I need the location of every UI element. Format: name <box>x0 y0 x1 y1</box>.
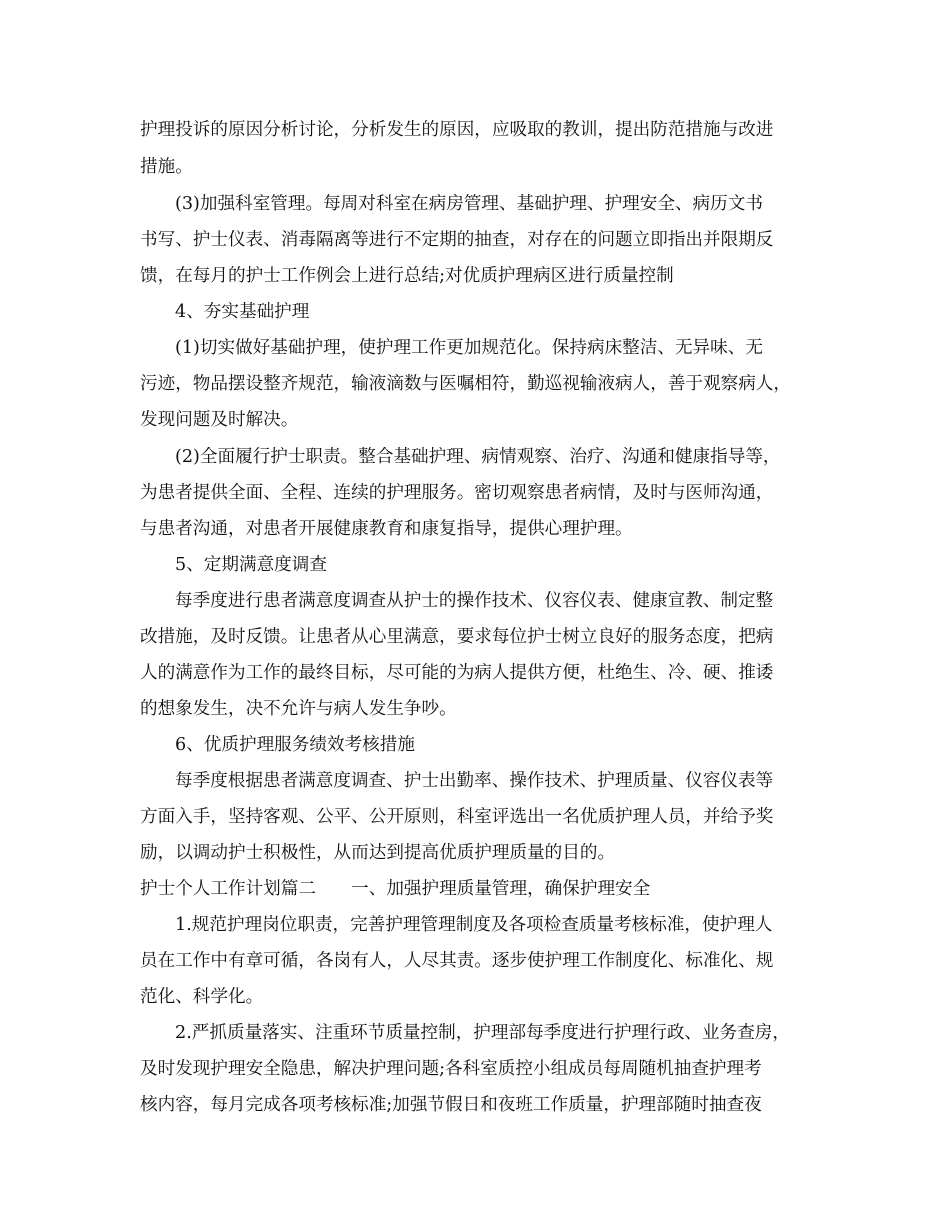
paragraph-line: 馈，在每月的护士工作例会上进行总结;对优质护理病区进行质量控制 <box>140 266 674 286</box>
section-heading: 5、定期满意度调查 <box>175 555 327 575</box>
paragraph-line: 1.规范护理岗位职责，完善护理管理制度及各项检查质量考核标准，使护理人 <box>175 915 773 935</box>
section-title: 护士个人工作计划篇二 一、加强护理质量管理，确保护理安全 <box>140 879 651 899</box>
section-heading: 6、优质护理服务绩效考核措施 <box>175 735 415 755</box>
paragraph-line: 2.严抓质量落实、注重环节质量控制，护理部每季度进行护理行政、业务查房， <box>175 1023 790 1043</box>
paragraph-line: 措施。 <box>140 157 193 177</box>
paragraph-line: 每季度根据患者满意度调查、护士出勤率、操作技术、护理质量、仪容仪表等 <box>175 771 774 791</box>
paragraph-line: 的想象发生，决不允许与病人发生争吵。 <box>140 699 457 719</box>
paragraph-line: (2)全面履行护士职责。整合基础护理、病情观察、治疗、沟通和健康指导等， <box>175 447 781 467</box>
paragraph-line: 与患者沟通，对患者开展健康教育和康复指导，提供心理护理。 <box>140 519 633 539</box>
paragraph-line: 书写、护士仪表、消毒隔离等进行不定期的抽查，对存在的问题立即指出并限期反 <box>140 230 774 250</box>
paragraph-line: 员在工作中有章可循，各岗有人，人尽其责。逐步使护理工作制度化、标准化、规 <box>140 951 774 971</box>
paragraph-line: (3)加强科室管理。每周对科室在病房管理、基础护理、护理安全、病历文书 <box>175 194 763 214</box>
section-heading: 4、夯实基础护理 <box>175 302 310 322</box>
paragraph-line: (1)切实做好基础护理，使护理工作更加规范化。保持病床整洁、无异味、无 <box>175 338 763 358</box>
paragraph-line: 每季度进行患者满意度调查从护士的操作技术、仪容仪表、健康宣教、制定整 <box>175 591 774 611</box>
paragraph-line: 范化、科学化。 <box>140 987 264 1007</box>
paragraph-line: 污迹，物品摆设整齐规范，输液滴数与医嘱相符，勤巡视输液病人，善于观察病人， <box>140 374 791 394</box>
paragraph-line: 护理投诉的原因分析讨论，分析发生的原因，应吸取的教训，提出防范措施与改进 <box>140 120 774 140</box>
paragraph-line: 改措施，及时反馈。让患者从心里满意，要求每位护士树立良好的服务态度，把病 <box>140 627 774 647</box>
paragraph-line: 人的满意作为工作的最终目标，尽可能的为病人提供方便，杜绝生、冷、硬、推诿 <box>140 663 774 683</box>
paragraph-line: 发现问题及时解决。 <box>140 410 299 430</box>
paragraph-line: 及时发现护理安全隐患，解决护理问题;各科室质控小组成员每周随机抽查护理考 <box>140 1059 762 1079</box>
paragraph-line: 方面入手，坚持客观、公平、公开原则，科室评选出一名优质护理人员，并给予奖 <box>140 807 774 827</box>
paragraph-line: 核内容，每月完成各项考核标准;加强节假日和夜班工作质量，护理部随时抽查夜 <box>140 1095 762 1115</box>
paragraph-line: 为患者提供全面、全程、连续的护理服务。密切观察患者病情，及时与医师沟通， <box>140 483 774 503</box>
paragraph-line: 励，以调动护士积极性，从而达到提高优质护理质量的目的。 <box>140 843 616 863</box>
